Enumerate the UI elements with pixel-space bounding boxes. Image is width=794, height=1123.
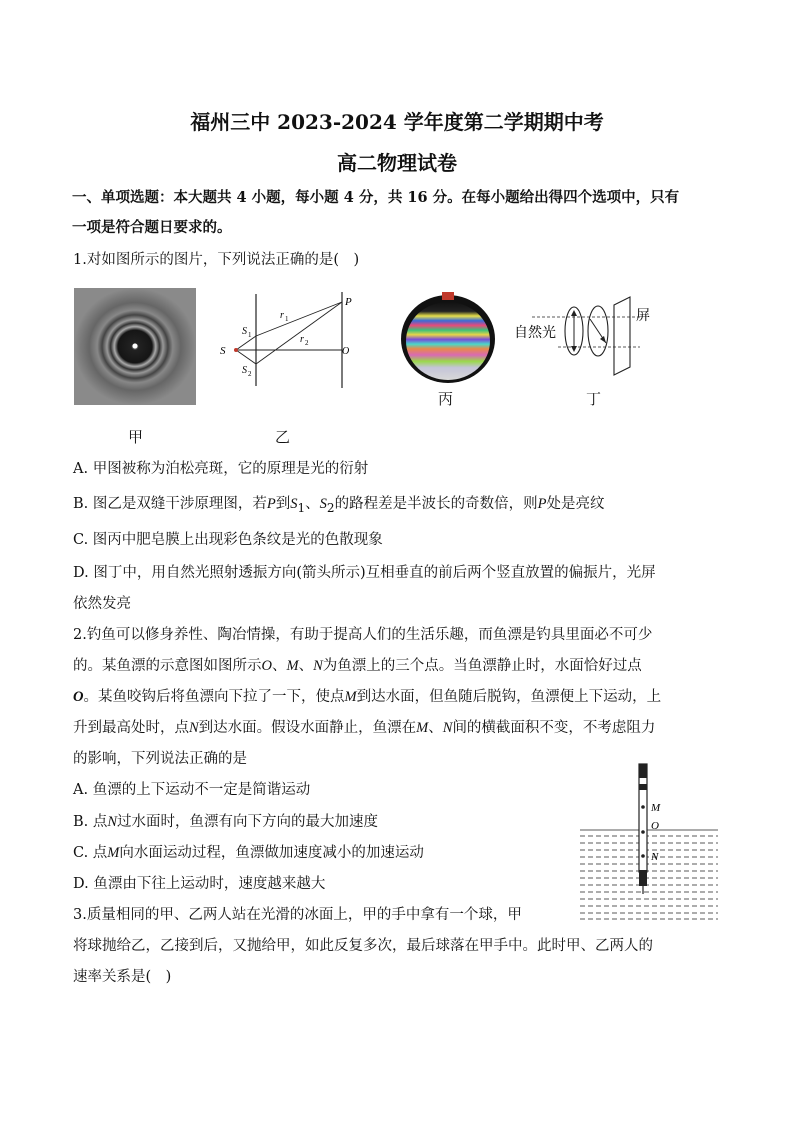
q1-option-b: B. 图乙是双缝干涉原理图，若P到$S_1$、$S_2$的路程差是半波长的奇数倍，则P处是亮纹 — [73, 496, 605, 515]
float-label-N: N — [651, 851, 659, 863]
label-S: S — [220, 345, 226, 357]
label-r2: r — [300, 334, 304, 345]
label-S1: S — [242, 326, 247, 337]
caption-ding: 丁 — [586, 390, 602, 408]
label-S2-sub: 2 — [248, 370, 252, 378]
q1-option-c: C. 图丙中肥皂膜上出现彩色条纹是光的色散现象 — [73, 532, 383, 548]
q2-stem-line1: 2.钓鱼可以修身养性、陶冶情操，有助于提高人们的生活乐趣，而鱼漂是钓具里面必不可少 — [73, 627, 653, 643]
label-S2: S — [242, 365, 247, 376]
label-screen: 屏 — [636, 309, 650, 324]
q1-figure-yi-double-slit — [214, 290, 364, 390]
caption-jia: 甲 — [128, 428, 144, 446]
label-natural-light: 自然光 — [514, 326, 556, 341]
caption-bing: 丙 — [438, 390, 454, 408]
q2-stem-line4: 升到最高处时，点N到达水面。假设水面静止，鱼漂在M、N间的横截面积不变，不考虑阻力 — [73, 720, 656, 736]
q2-option-b: B. 点N过水面时，鱼漂有向下方向的最大加速度 — [73, 814, 379, 830]
q1-stem: 1.对如图所示的图片，下列说法正确的是( ) — [73, 252, 360, 268]
q2-stem-line3: O。某鱼咬钩后将鱼漂向下拉了一下，使点M到达水面，但鱼随后脱钩，鱼漂便上下运动，上 — [73, 689, 662, 705]
label-r1-sub: 1 — [285, 315, 289, 323]
label-S1-sub: 1 — [248, 331, 252, 339]
q1-figure-jia-photo — [74, 288, 196, 405]
label-r2-sub: 2 — [305, 339, 309, 347]
q2-stem-line5: 的影响，下列说法正确的是 — [73, 751, 247, 767]
label-O: O — [342, 346, 350, 357]
section-heading-line1: 一、单项选题：本大题共 4 小题，每小题 4 分，共 16 分。在每小题给出得四个选项中，只有 — [72, 189, 680, 206]
label-r1: r — [280, 310, 284, 321]
q3-stem-line1: 3.质量相同的甲、乙两人站在光滑的冰面上，甲的手中拿有一个球，甲 — [73, 907, 522, 923]
q1-figure-ding-polarizers — [512, 295, 662, 385]
label-P: P — [345, 296, 352, 308]
caption-yi: 乙 — [275, 428, 291, 446]
exam-title: 福州三中 2023-2024 学年度第二学期期中考 — [190, 110, 604, 134]
q1-option-d-line2: 依然发亮 — [73, 596, 131, 612]
q1-option-a: A. 甲图被称为泊松亮斑，它的原理是光的衍射 — [73, 461, 369, 477]
q2-option-c: C. 点M向水面运动过程，鱼漂做加速度减小的加速运动 — [73, 845, 424, 861]
exam-subtitle: 高二物理试卷 — [337, 151, 457, 175]
q2-option-a: A. 鱼漂的上下运动不一定是简谐运动 — [73, 782, 311, 798]
q3-stem-line3: 速率关系是( ) — [73, 969, 172, 985]
q2-option-d: D. 鱼漂由下往上运动时，速度越来越大 — [73, 876, 326, 892]
q1-figure-bing-soap-film — [398, 290, 498, 386]
section-heading-line2: 一项是符合题日要求的。 — [72, 219, 232, 236]
q1-option-d-line1: D. 图丁中，用自然光照射透振方向(箭头所示)互相垂直的前后两个竖直放置的偏振片，光屏 — [73, 565, 656, 581]
q2-figure-fishing-float — [578, 762, 720, 922]
float-label-M: M — [651, 802, 661, 814]
q3-stem-line2: 将球抛给乙，乙接到后，又抛给甲，如此反复多次，最后球落在甲手中。此时甲、乙两人的 — [73, 938, 653, 954]
q2-stem-line2: 的。某鱼漂的示意图如图所示O、M、N为鱼漂上的三个点。当鱼漂静止时，水面恰好过点 — [73, 658, 642, 674]
float-label-O: O — [651, 820, 659, 832]
